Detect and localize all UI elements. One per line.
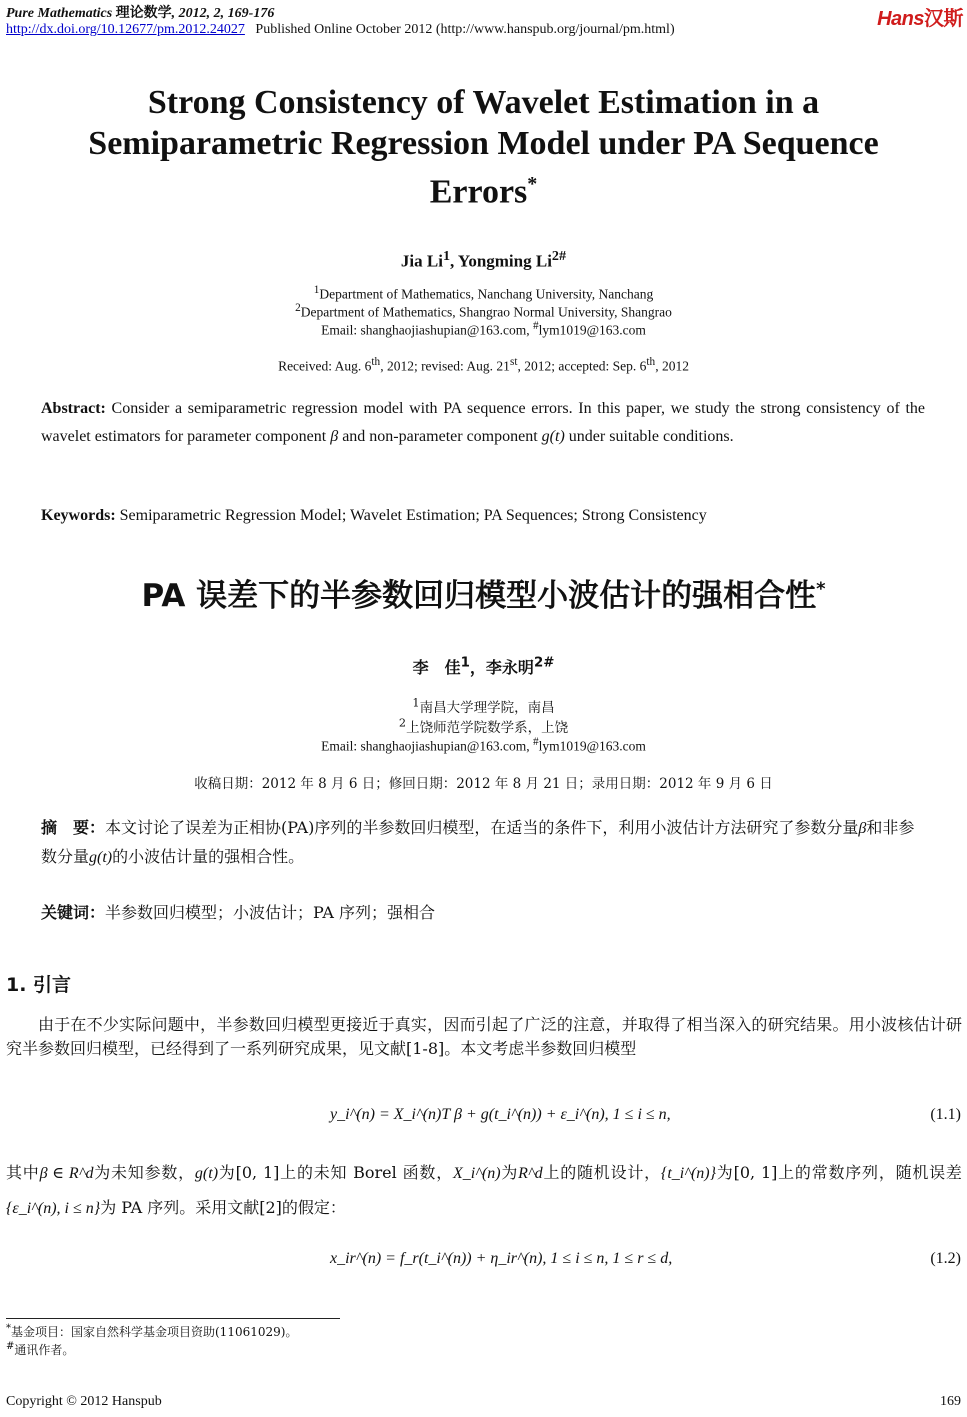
keywords: Keywords: Semiparametric Regression Model; Wavelet Estimation; PA Sequences; Strong Consistency <box>41 507 707 524</box>
received-dates: Received: Aug. 6th, 2012; revised: Aug. 21st, 2012; accepted: Sep. 6th, 2012 <box>278 356 689 374</box>
hanspub-logo: Hans汉斯 <box>877 8 963 30</box>
doi-link[interactable]: http://dx.doi.org/10.12677/pm.2012.24027 <box>6 22 245 37</box>
affiliation-1: $^1$Department of Mathematics, Nanchang University, Nanchang <box>313 284 654 302</box>
equation-1-2-formula: x_ir^(n) = f_r(t_i^(n)) + η_ir^(n), 1 ≤ i ≤ n, 1 ≤ r ≤ d, <box>330 1250 673 1267</box>
email: Email: shanghaojiashupian@163.com, #lym1019@163.com <box>321 320 646 338</box>
cn-title: PA 误差下的半参数回归模型小波估计的强相合性* <box>141 578 826 614</box>
cn-authors: 李 佳$^1$，李永明$^{2\#}$ <box>412 655 555 677</box>
doi-line <box>6 22 675 38</box>
paper-title <box>0 82 967 212</box>
title-line-3: Errors* <box>429 173 538 211</box>
equation-1-1-formula: y_i^(n) = X_i^(n)T β + g(t_i^(n)) + ε_i^(n), 1 ≤ i ≤ n, <box>330 1106 671 1123</box>
page-number: 169 <box>940 1394 961 1409</box>
journal-name: Pure Mathematics <box>6 6 113 21</box>
abstract-label: Abstract: <box>41 400 106 417</box>
cn-received-dates: 收稿日期：2012 年 8 月 6 日；修回日期：2012 年 8 月 21 日；录用日期：2012 年 9 月 6 日 <box>194 776 773 792</box>
journal-header <box>6 2 274 22</box>
footnote-funding: *基金项目：国家自然科学基金项目资助(11061029)。 <box>6 1323 298 1339</box>
g-function: g(t) <box>541 428 565 445</box>
cn-abstract: 摘 要：本文讨论了误差为正相协(PA)序列的半参数回归模型，在适当的条件下，利用小波估计方法研究了参数分量β和非参数分量g(t)的小波估计量的强相合性。 <box>41 818 915 866</box>
journal-name-cn: 理论数学 <box>115 6 172 21</box>
published-info: Published Online October 2012 (http://www.hanspub.org/journal/pm.html) <box>255 22 675 37</box>
cn-abstract-label: 摘 要： <box>41 818 106 837</box>
cn-keywords-label: 关键词： <box>41 903 106 922</box>
journal-issue: , 2012, 2, 169-176 <box>171 6 275 21</box>
equation-1-2-number: (1.2) <box>930 1250 961 1267</box>
model-description: 其中β ∈ R^d为未知参数，g(t)为[0, 1]上的未知 Borel 函数，X_i^(n)为R^d上的随机设计，{t_i^(n)}为[0, 1]上的常数序列，随机误差{ε_i^(n), i ≤ n}为 PA 序列。采用文献[2]的假定： <box>6 1163 962 1217</box>
keywords-label: Keywords: <box>41 507 116 524</box>
equation-1-2 <box>0 1250 967 1276</box>
footnote-divider <box>6 1318 340 1319</box>
abstract: Abstract: Consider a semiparametric regression model with PA sequence errors. In this paper, we study the strong consistency of the wavelet estimators for parameter component β and non-parameter component g(t) under suitable conditions. <box>41 400 925 445</box>
cn-email: Email: shanghaojiashupian@163.com, #lym1019@163.com <box>321 736 646 754</box>
affiliation-2: $^2$Department of Mathematics, Shangrao Normal University, Shangrao <box>295 302 672 320</box>
cn-keywords: 关键词：半参数回归模型；小波估计；PA 序列；强相合 <box>41 903 435 922</box>
title-line-2: Semiparametric Regression Model under PA Sequence <box>88 125 879 162</box>
intro-paragraph: 由于在不少实际问题中，半参数回归模型更接近于真实，因而引起了广泛的注意，并取得了相当深入的研究结果。用小波核估计研究半参数回归模型，已经得到了一系列研究成果，见文献[1-8]。本文考虑半参数回归模型 <box>6 1015 962 1058</box>
cn-affiliation-1: $^1$南昌大学理学院，南昌 <box>412 696 555 716</box>
beta-symbol: β <box>330 428 339 445</box>
section-heading-1: 1. 引言 <box>6 974 72 996</box>
title-line-1: Strong Consistency of Wavelet Estimation in a <box>147 84 820 121</box>
footnote-corresponding: #通讯作者。 <box>6 1341 75 1357</box>
authors: Jia Li$^1$, Yongming $Li^{2\#}$ <box>400 248 567 271</box>
equation-1-1-number: (1.1) <box>930 1106 961 1123</box>
copyright: Copyright © 2012 Hanspub <box>6 1394 162 1409</box>
equation-1-1 <box>0 1106 967 1132</box>
cn-affiliation-2: $^2$上饶师范学院数学系，上饶 <box>398 716 569 736</box>
